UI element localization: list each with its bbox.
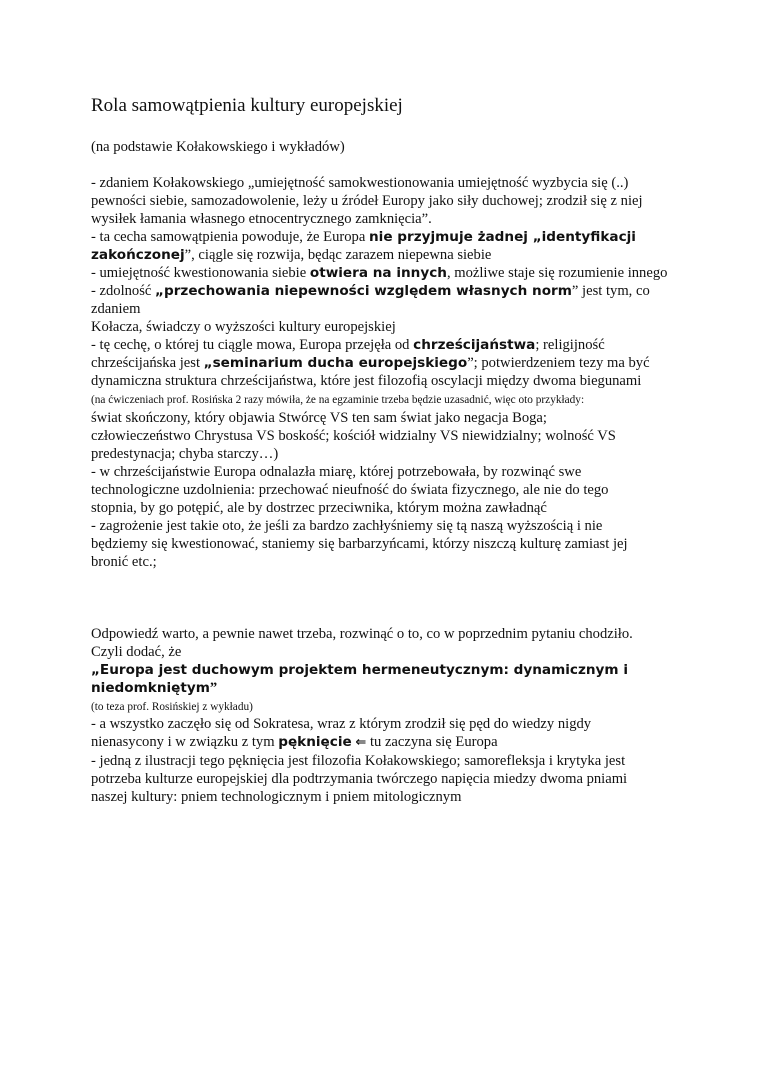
text-line: świat skończony, który objawia Stwórcę VS ten sam świat jako negacja Boga; — [91, 410, 547, 426]
bold-text: chrześcijaństwa — [413, 337, 536, 353]
bold-text: zakończonej — [91, 247, 185, 263]
point-self-doubt — [91, 228, 681, 264]
bold-text: „seminarium ducha europejskiego — [203, 355, 468, 371]
point-openness — [91, 264, 681, 282]
text-line: - w chrześcijaństwie Europa odnalazła miarę, której potrzebowała, by rozwinąć swe — [91, 464, 582, 480]
text-run: , możliwe staje się rozumienie innego — [446, 265, 668, 281]
text-line: dynamiczna struktura chrześcijaństwa, które jest filozofią oscylacji między dwoma biegunami — [91, 373, 642, 389]
text-run: ”; potwierdzeniem tezy ma być — [467, 355, 650, 371]
point-kolakowski — [91, 174, 681, 228]
text-run: ” jest tym, co zdaniem — [91, 283, 650, 317]
text-run: tu zaczyna się Europa — [366, 734, 498, 750]
text-line: Odpowiedź warto, a pewnie nawet trzeba, rozwinąć o to, co w poprzednim pytaniu chodziło. — [91, 626, 633, 642]
document-title: Rola samowątpienia kultury europejskiej — [91, 95, 403, 116]
text-run: - umiejętność kwestionowania siebie — [91, 265, 310, 281]
section-extension — [91, 625, 681, 806]
text-line: człowieczeństwo Chrystusa VS boskość; kościół widzialny VS niewidzialny; wolność VS — [91, 428, 616, 444]
text-line: - a wszystko zaczęło się od Sokratesa, wraz z którym zrodził się pęd do wiedzy nigdy — [91, 716, 592, 732]
text-run: ; religijność — [535, 337, 605, 353]
point-threat — [91, 517, 681, 571]
text-line: wysiłek łamania własnego etnocentrycznego zamknięcia”. — [91, 211, 432, 227]
point-measure — [91, 463, 681, 517]
small-note: (to teza prof. Rosińskiej z wykładu) — [91, 701, 253, 713]
text-run: ”, ciągle się rozwija, będąc zarazem niepewna siebie — [184, 247, 492, 263]
paragraph-gap — [91, 571, 681, 625]
document-subtitle: (na podstawie Kołakowskiego i wykładów) — [91, 139, 345, 155]
text-run: - ta cecha samowątpienia powoduje, że Europa — [91, 229, 369, 245]
bold-thesis-end: ” — [209, 680, 218, 696]
bold-text: „przechowania niepewności względem własnych norm — [155, 283, 572, 299]
bold-text: otwiera na innych — [309, 265, 447, 281]
text-line: predestynacja; chyba starczy…) — [91, 446, 279, 462]
text-line: będziemy się kwestionować, staniemy się barbarzyńcami, którzy niszczą kulturę zamiast jej — [91, 536, 628, 552]
bold-text: pęknięcie — [278, 734, 352, 750]
text-line: pewności siebie, samozadowolenie, leży u źródeł Europy jako siły duchowej; zrodził się z niej — [91, 193, 643, 209]
bold-text: „identyfikacji — [532, 229, 636, 245]
text-line: - zdaniem Kołakowskiego „umiejętność samokwestionowania umiejętność wyzbycia się (..) — [91, 175, 629, 191]
text-run: - tę cechę, o której tu ciągle mowa, Europa przejęła od — [91, 337, 414, 353]
point-uncertainty — [91, 282, 681, 336]
small-note: (na ćwiczeniach prof. Rosińska 2 razy mówiła, że na egzaminie trzeba będzie uzasadnić, więc oto przykłady: — [91, 394, 585, 406]
text-line: naszej kultury: pniem technologicznym i pniem mitologicznym — [91, 789, 462, 805]
text-line: bronić etc.; — [91, 554, 157, 570]
bold-thesis: „Europa jest duchowym projektem hermeneutycznym: dynamicznym i niedomkniętym — [91, 662, 628, 696]
text-line: Czyli dodać, że — [91, 644, 182, 660]
text-line: potrzeba kulturze europejskiej dla podtrzymania twórczego napięcia miedzy dwoma pniami — [91, 771, 628, 787]
extension-paragraph — [91, 625, 681, 806]
text-run: nienasycony i w związku z tym — [91, 734, 279, 750]
arrow-left-icon: ⇐ — [355, 735, 367, 750]
text-line: - zagrożenie jest takie oto, że jeśli za bardzo zachłyśniemy się tą naszą wyższością i nie — [91, 518, 603, 534]
text-line: - jedną z ilustracji tego pęknięcia jest filozofia Kołakowskiego; samorefleksja i krytyka jest — [91, 753, 626, 769]
bold-text: nie przyjmuje żadnej — [368, 229, 533, 245]
point-christianity — [91, 336, 681, 463]
text-line: technologiczne uzdolnienia: przechować nieufność do świata fizycznego, ale nie do tego — [91, 482, 609, 498]
text-line: stopnia, by go potępić, ale by dostrzec przeciwnika, którym można zawładnąć — [91, 500, 547, 516]
section-main-points — [91, 174, 681, 571]
text-run: - zdolność — [91, 283, 156, 299]
text-line: Kołacza, świadczy o wyższości kultury europejskiej — [91, 319, 396, 335]
text-run: chrześcijańska jest — [91, 355, 204, 371]
document-page — [91, 94, 681, 806]
